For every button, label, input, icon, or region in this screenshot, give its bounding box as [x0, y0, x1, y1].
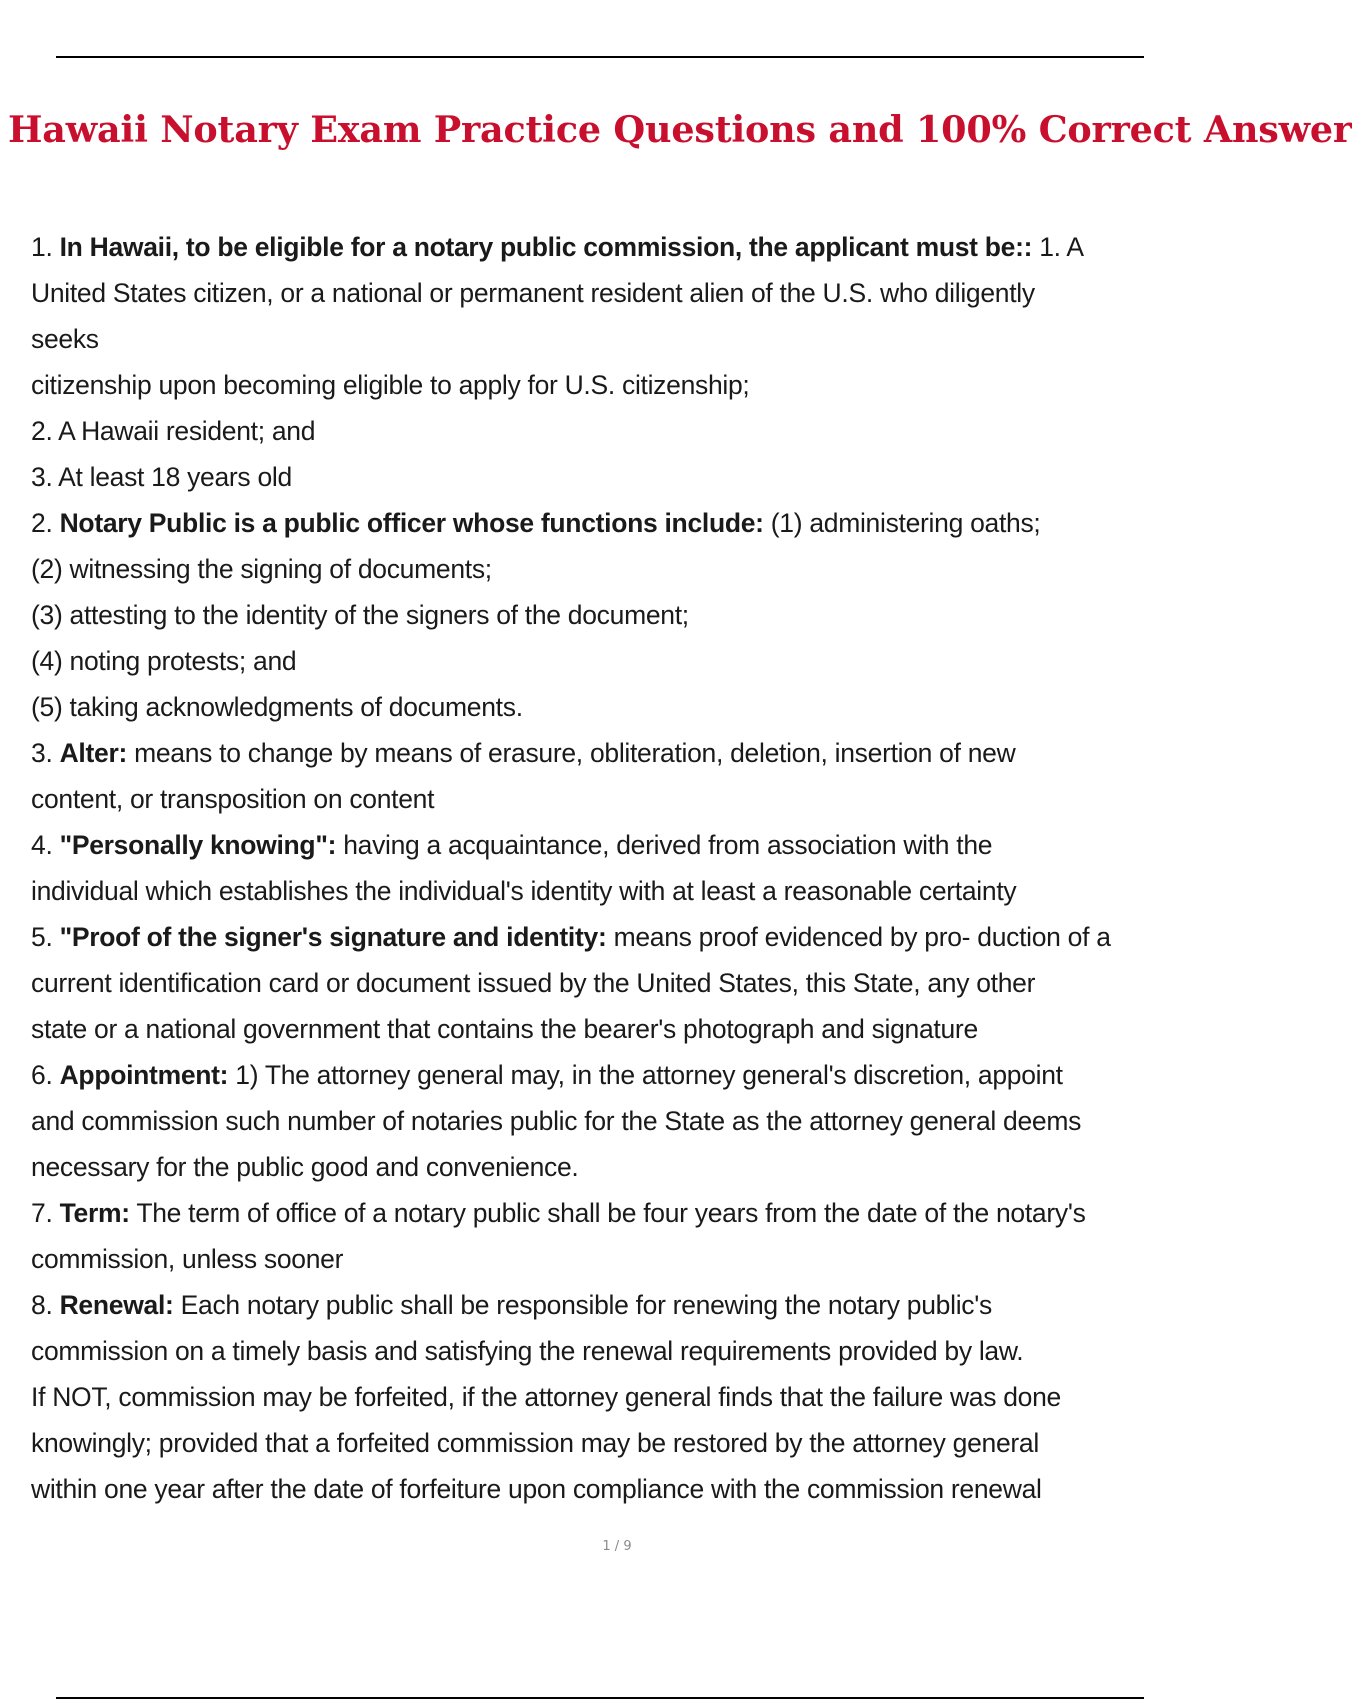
item-number: 6. [31, 1060, 53, 1090]
item-number: 7. [31, 1198, 53, 1228]
item-text-line: seeks [31, 324, 99, 354]
list-item [31, 224, 1200, 270]
item-text-line: citizenship upon becoming eligible to apply for U.S. citizenship; [31, 370, 750, 400]
item-text: The term of office of a notary public shall be four years from the date of the notary's [136, 1198, 1086, 1228]
item-text-line: 3. At least 18 years old [31, 462, 292, 492]
item-text-line: 2. A Hawaii resident; and [31, 416, 316, 446]
item-number: 5. [31, 922, 53, 952]
item-text-line: and commission such number of notaries public for the State as the attorney general deems [31, 1106, 1082, 1136]
item-number: 8. [31, 1290, 53, 1320]
item-text-line: within one year after the date of forfeiture upon compliance with the commission renewal [31, 1474, 1042, 1504]
item-number: 4. [31, 830, 53, 860]
item-text-line: (2) witnessing the signing of documents; [31, 554, 492, 584]
item-text-line: current identification card or document issued by the United States, this State, any other [31, 968, 1036, 998]
item-text-line: (5) taking acknowledgments of documents. [31, 692, 523, 722]
list-item [31, 1282, 1200, 1328]
item-number: 2. [31, 508, 53, 538]
item-term: Renewal: [59, 1290, 174, 1320]
item-text: (1) administering oaths; [770, 508, 1041, 538]
footer-rule [56, 1697, 1144, 1699]
item-term: "Proof of the signer's signature and identity: [59, 922, 607, 952]
item-text-line: knowingly; provided that a forfeited commission may be restored by the attorney general [31, 1428, 1039, 1458]
item-term: Term: [59, 1198, 130, 1228]
item-text: 1) The attorney general may, in the attorney general's discretion, appoint [235, 1060, 1063, 1090]
item-text-line: content, or transposition on content [31, 784, 435, 814]
list-item [31, 730, 1200, 776]
item-text-line: state or a national government that contains the bearer's photograph and signature [31, 1014, 978, 1044]
item-text-line: (4) noting protests; and [31, 646, 297, 676]
list-item [31, 822, 1200, 868]
item-term: Alter: [59, 738, 127, 768]
list-item [31, 914, 1200, 960]
item-text-line: If NOT, commission may be forfeited, if the attorney general finds that the failure was done [31, 1382, 1061, 1412]
item-text: means to change by means of erasure, obliteration, deletion, insertion of new [134, 738, 1016, 768]
item-text: 1. A [1039, 232, 1084, 262]
header-rule [56, 56, 1144, 58]
item-text: means proof evidenced by pro- duction of a [613, 922, 1111, 952]
item-text-line: (3) attesting to the identity of the signers of the document; [31, 600, 689, 630]
list-item [31, 1190, 1200, 1236]
item-term: In Hawaii, to be eligible for a notary public commission, the applicant must be:: [59, 232, 1033, 262]
item-term: Appointment: [59, 1060, 229, 1090]
item-text-line: necessary for the public good and convenience. [31, 1152, 579, 1182]
item-term: Notary Public is a public officer whose functions include: [59, 508, 764, 538]
item-text-line: United States citizen, or a national or permanent resident alien of the U.S. who diligently [31, 278, 1035, 308]
item-text: having a acquaintance, derived from association with the [343, 830, 993, 860]
list-item [31, 500, 1200, 546]
item-number: 3. [31, 738, 53, 768]
list-item [31, 1052, 1200, 1098]
item-number: 1. [31, 232, 53, 262]
item-text-line: commission on a timely basis and satisfying the renewal requirements provided by law. [31, 1336, 1024, 1366]
page-number: 1 / 9 [602, 1539, 632, 1554]
document-title: Hawaii Notary Exam Practice Questions and 100% Correct Answer [8, 108, 1352, 151]
qa-list [31, 224, 1200, 1512]
item-text: Each notary public shall be responsible for renewing the notary public's [180, 1290, 992, 1320]
item-term: "Personally knowing": [59, 830, 337, 860]
item-text-line: commission, unless sooner [31, 1244, 344, 1274]
item-text-line: individual which establishes the individual's identity with at least a reasonable certainty [31, 876, 1017, 906]
